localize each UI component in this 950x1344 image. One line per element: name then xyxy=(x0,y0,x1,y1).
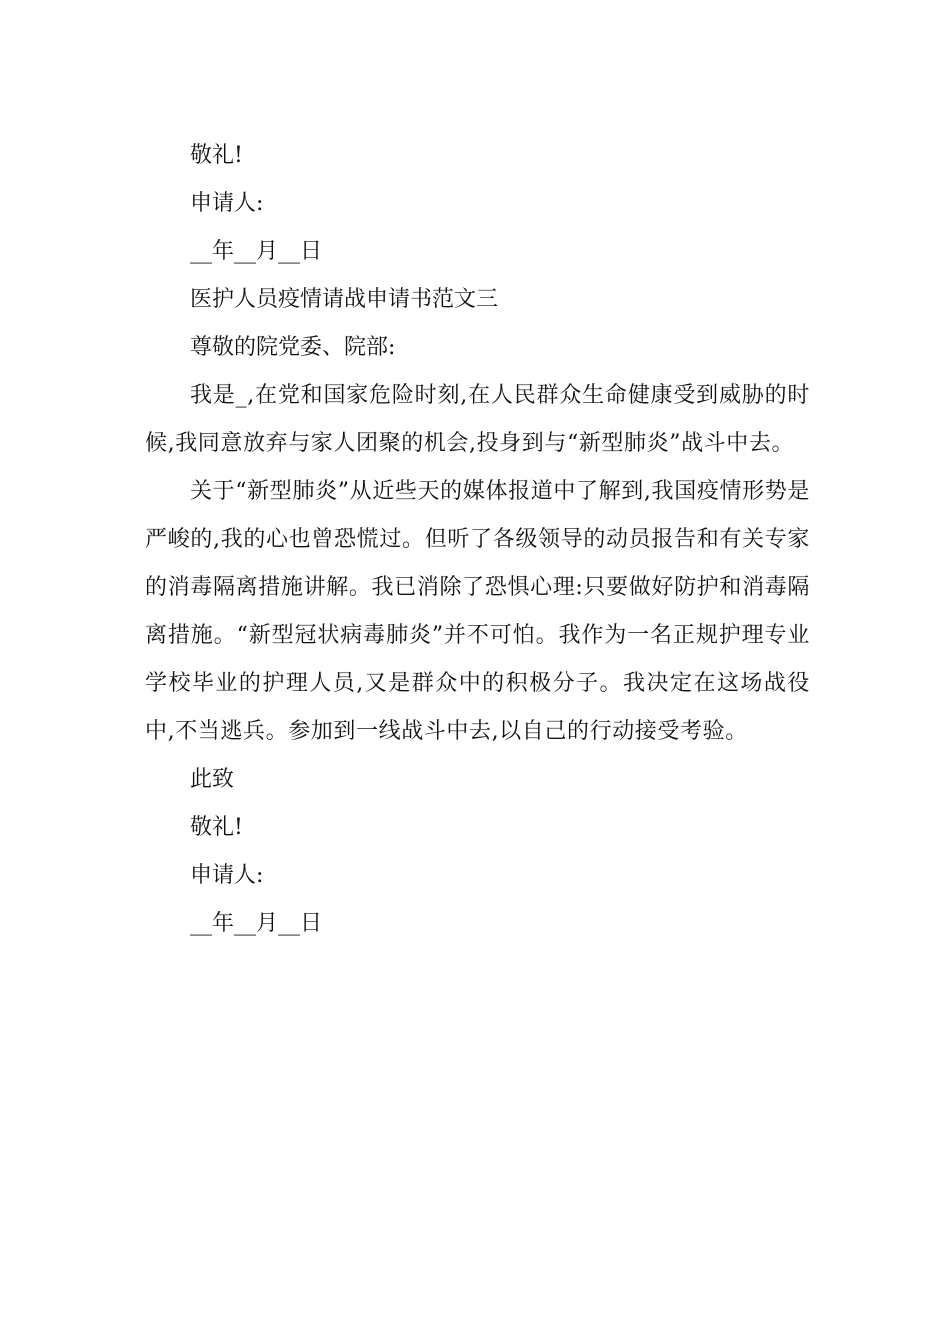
closing-salute-2: 敬礼! xyxy=(190,815,243,840)
document-body xyxy=(145,132,810,948)
closing-date: __年__月__日 xyxy=(190,239,323,264)
salutation: 尊敬的院党委、院部: xyxy=(190,335,396,360)
section-title: 医护人员疫情请战申请书范文三 xyxy=(190,287,499,312)
closing-applicant: 申请人: xyxy=(190,191,264,216)
closing-date-2: __年__月__日 xyxy=(190,911,323,936)
body-paragraph-1: 我是_,在党和国家危险时刻,在人民群众生命健康受到威胁的时候,我同意放弃与家人团聚的机会,投身到与“新型肺炎”战斗中去。 xyxy=(145,383,810,456)
closing-applicant-2: 申请人: xyxy=(190,863,264,888)
closing-salute: 敬礼! xyxy=(190,143,243,168)
closing-ci-zhi: 此致 xyxy=(190,767,235,792)
body-paragraph-2: 关于“新型肺炎”从近些天的媒体报道中了解到,我国疫情形势是严峻的,我的心也曾恐慌过。但听了各级领导的动员报告和有关专家的消毒隔离措施讲解。我已消除了恐惧心理:只要做好防护和消毒隔离措施。“新型冠状病毒肺炎”并不可怕。我作为一名正规护理专业学校毕业的护理人员,又是群众中的积极分子。我决定在这场战役中,不当逃兵。参加到一线战斗中去,以自己的行动接受考验。 xyxy=(145,479,810,744)
